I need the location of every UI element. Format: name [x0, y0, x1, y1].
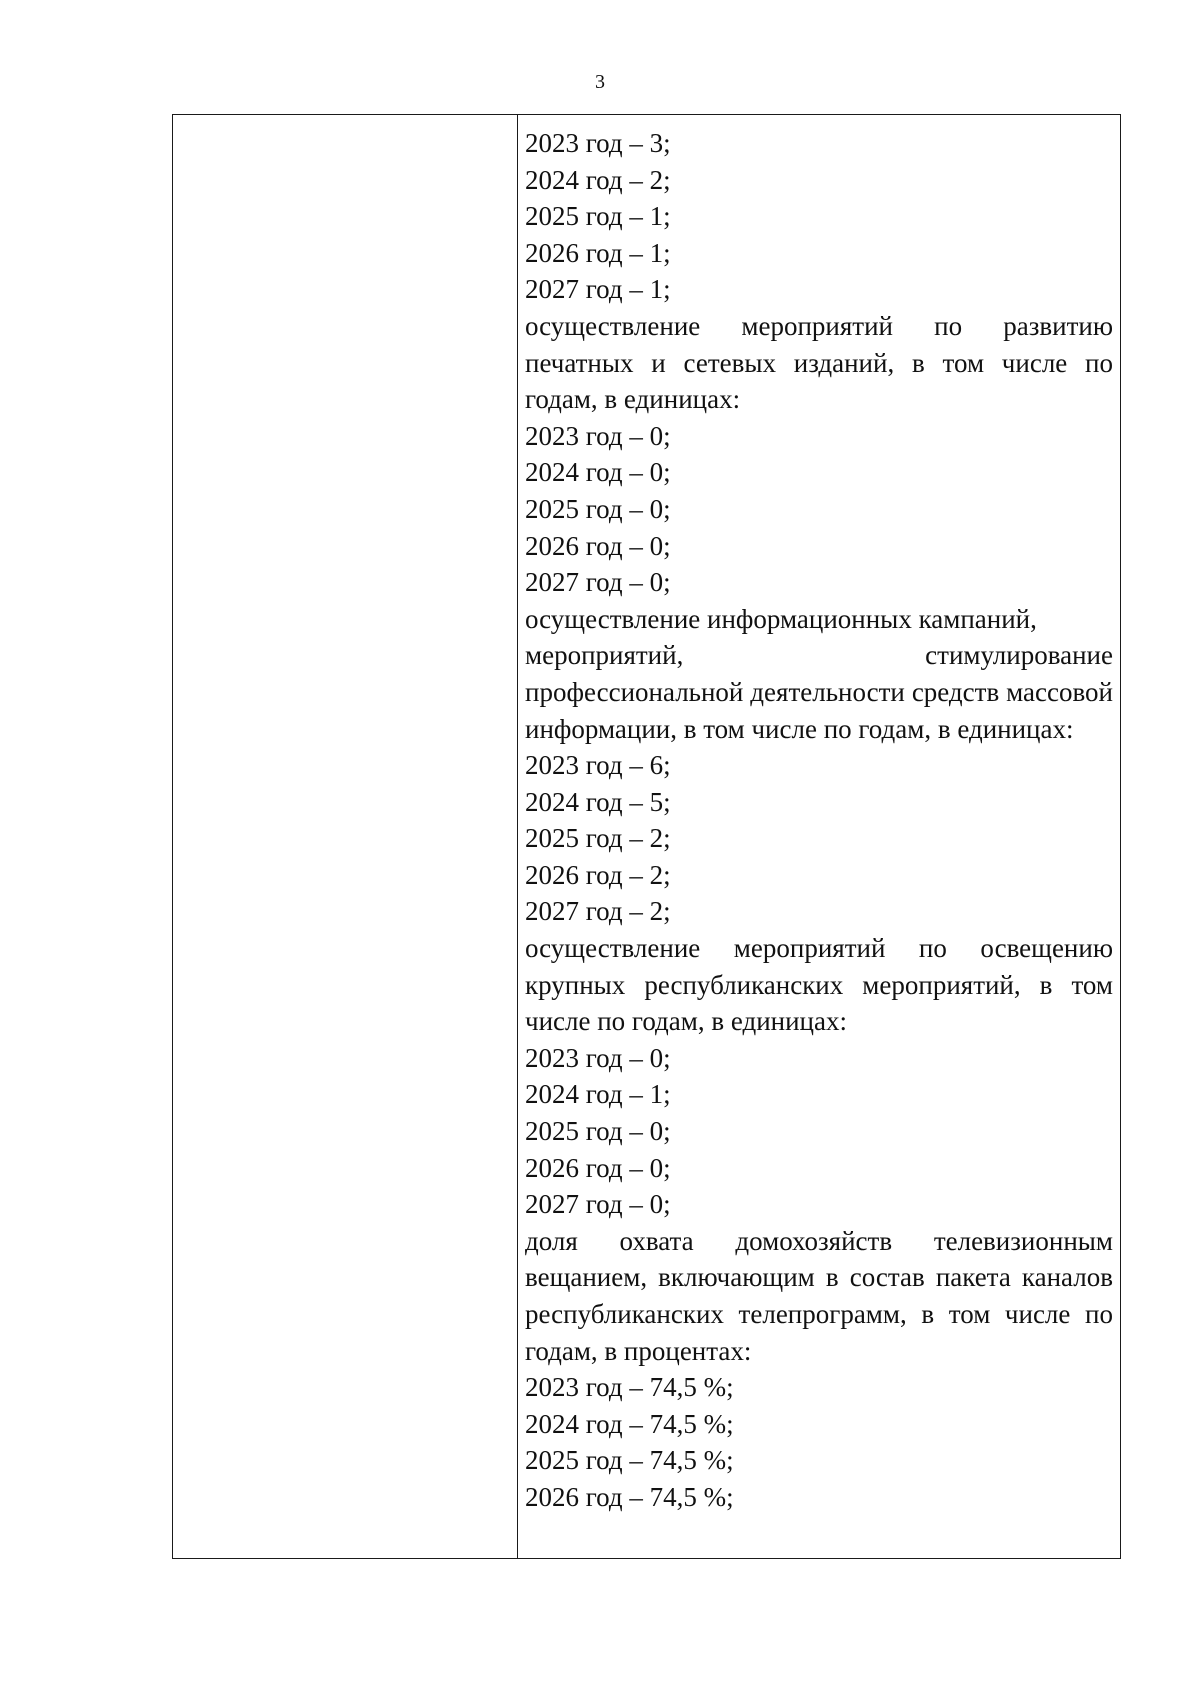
indicator-description-tail: профессиональной деятельности средств массовой информации, в том числе по годам, в единицах: — [525, 676, 1113, 744]
year-value: 2025 год – 2; — [525, 823, 671, 854]
indicator-description: доля охвата домохозяйств телевизионным вещанием, включающим в состав пакета каналов республиканских телепрограмм, в том числе по годам, в процентах: — [525, 1225, 1113, 1366]
year-value: 2024 год – 74,5 %; — [525, 1408, 734, 1439]
year-value: 2025 год – 0; — [525, 493, 671, 524]
year-value: 2026 год – 0; — [525, 1152, 671, 1183]
year-value: 2027 год – 1; — [525, 274, 671, 305]
indicator-description-head: осуществление информационных кампаний, — [525, 603, 1037, 634]
indicator-block — [525, 601, 1113, 930]
year-value: 2025 год – 74,5 %; — [525, 1445, 734, 1476]
year-value: 2023 год – 3; — [525, 128, 671, 158]
year-value: 2023 год – 0; — [525, 1042, 671, 1073]
year-value: 2027 год – 0; — [525, 1189, 671, 1220]
year-value: 2023 год – 6; — [525, 750, 671, 781]
year-value: 2023 год – 0; — [525, 420, 671, 451]
year-value: 2026 год – 1; — [525, 237, 671, 268]
indicator-description: осуществление мероприятий по развитию печатных и сетевых изданий, в том числе по годам, в единицах: — [525, 310, 1113, 415]
year-value: 2026 год – 74,5 %; — [525, 1481, 734, 1512]
year-value: 2024 год – 1; — [525, 1079, 671, 1110]
indicator-block — [525, 125, 1113, 308]
year-value: 2026 год – 2; — [525, 859, 671, 890]
page-number: 3 — [595, 71, 605, 93]
indicator-description: осуществление мероприятий по освещению крупных республиканских мероприятий, в том числе по годам, в единицах: — [525, 933, 1113, 1037]
wide-line-right: стимулирование — [925, 640, 1113, 671]
year-value: 2026 год – 0; — [525, 530, 671, 561]
year-value: 2024 год – 2; — [525, 164, 671, 195]
indicator-block — [525, 1223, 1113, 1516]
indicator-block — [525, 308, 1113, 601]
wide-line-left: мероприятий, — [525, 640, 684, 671]
passport-table — [172, 114, 1121, 1559]
year-value: 2025 год – 0; — [525, 1116, 671, 1147]
year-value: 2025 год – 1; — [525, 201, 671, 232]
year-value: 2024 год – 5; — [525, 786, 671, 817]
table-cell-right — [518, 115, 1121, 1559]
year-value: 2024 год – 0; — [525, 457, 671, 488]
indicator-block — [525, 930, 1113, 1223]
table-row — [173, 115, 1121, 1559]
year-value: 2027 год – 2; — [525, 896, 671, 927]
year-value: 2023 год – 74,5 %; — [525, 1372, 734, 1403]
table-cell-left — [173, 115, 518, 1559]
indicator-description-wide-line — [525, 637, 1113, 674]
year-value: 2027 год – 0; — [525, 567, 671, 598]
